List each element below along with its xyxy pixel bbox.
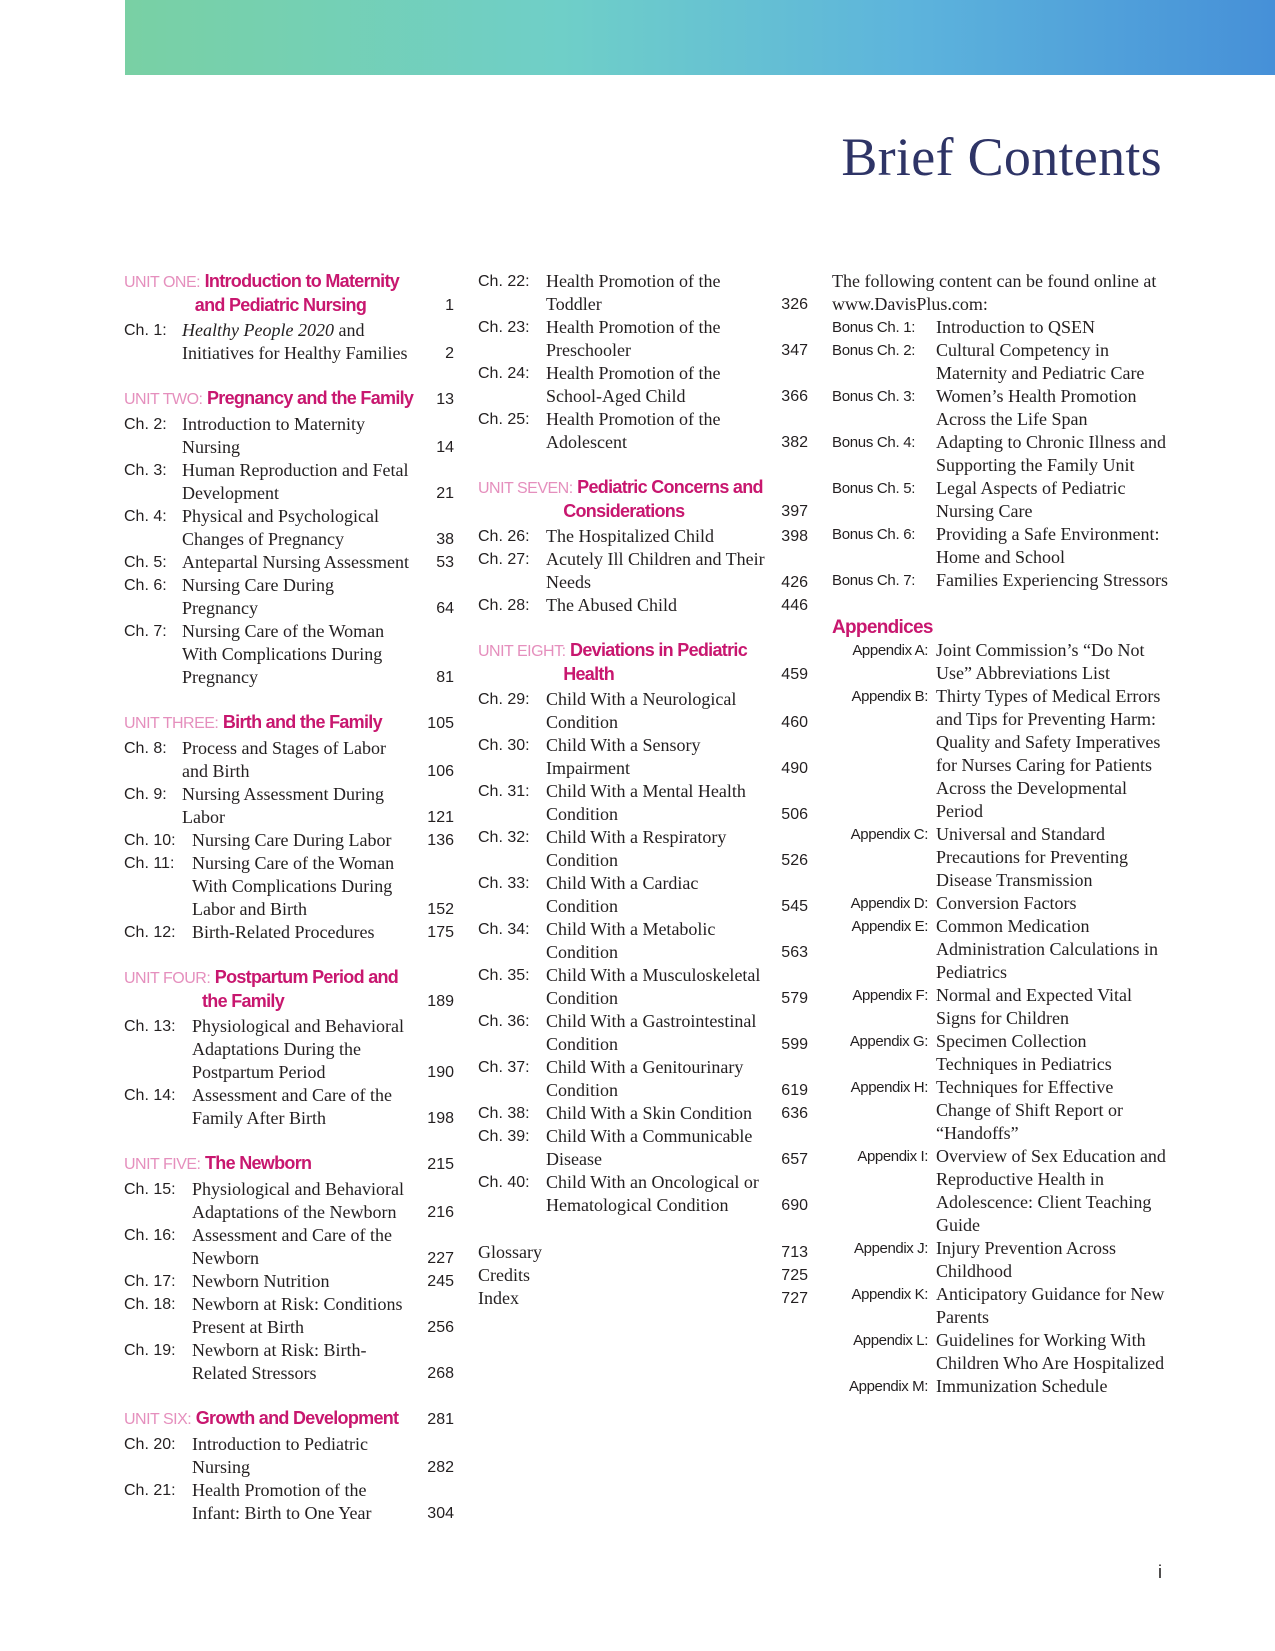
chapter-label: Ch. 32: (478, 829, 530, 846)
chapter-label: Ch. 2: (124, 416, 167, 433)
page-number: 14 (436, 439, 454, 456)
page-number: 53 (436, 554, 454, 571)
back-matter-list (478, 1241, 808, 1310)
chapter-entry[interactable] (124, 1015, 454, 1084)
appendix-title: Immunization Schedule (936, 1376, 1108, 1396)
chapter-title: Health Promotion of the School-Aged Child (546, 363, 721, 406)
appendix-label: Appendix B: (851, 688, 928, 705)
chapter-title: Nursing Care During Pregnancy (182, 575, 334, 618)
bonus-chapter-label: Bonus Ch. 7: (832, 572, 916, 589)
unit-title-line (478, 476, 808, 500)
unit-title: Birth and the Family (222, 712, 382, 732)
appendix-entry[interactable] (832, 1030, 1172, 1076)
chapter-entry[interactable] (124, 921, 454, 944)
bonus-chapter-label: Bonus Ch. 5: (832, 480, 916, 497)
unit-label: UNIT FIVE: (124, 1156, 201, 1173)
appendix-title: Injury Prevention Across Childhood (936, 1238, 1116, 1281)
unit-title-line (124, 1407, 454, 1431)
chapter-title: Child With an Oncological or Hematological Condition (546, 1172, 759, 1215)
appendix-label: Appendix E: (851, 918, 928, 935)
unit-heading[interactable] (124, 711, 454, 735)
page-number: 64 (436, 600, 454, 617)
chapter-entry[interactable] (124, 852, 454, 921)
chapter-label: Ch. 11: (124, 855, 175, 872)
appendix-entry[interactable] (832, 685, 1172, 823)
chapter-entry[interactable] (124, 1479, 454, 1525)
chapter-entry[interactable] (124, 829, 454, 852)
chapter-title: Health Promotion of the Infant: Birth to One Year (192, 1480, 372, 1523)
chapter-title: Process and Stages of Labor and Birth (182, 738, 386, 781)
bonus-chapter-title: Women’s Health Promotion Across the Life Span (936, 386, 1137, 429)
appendix-title: Common Medication Administration Calculations in Pediatrics (936, 916, 1158, 982)
page-number: 81 (436, 669, 454, 686)
chapter-title: Child With a Gastrointestinal Condition (546, 1011, 757, 1054)
chapter-entry[interactable] (478, 826, 808, 872)
chapter-entry[interactable] (478, 1010, 808, 1056)
bonus-chapter-title: Families Experiencing Stressors (936, 570, 1168, 590)
back-matter-title: Index (478, 1288, 519, 1308)
chapter-title: Child With a Cardiac Condition (546, 873, 699, 916)
bonus-chapter-entry[interactable] (832, 385, 1172, 431)
appendix-entry[interactable] (832, 1076, 1172, 1145)
chapter-title: Physiological and Behavioral Adaptations During the Postpartum Period (192, 1016, 404, 1082)
page-number: 599 (781, 1036, 808, 1053)
chapter-label: Ch. 30: (478, 737, 530, 754)
chapter-label: Ch. 34: (478, 921, 530, 938)
appendix-entry[interactable] (832, 1283, 1172, 1329)
bonus-chapter-label: Bonus Ch. 4: (832, 434, 916, 451)
chapter-title: Child With a Respiratory Condition (546, 827, 727, 870)
unit-title-line (478, 639, 808, 663)
chapter-title: Child With a Skin Condition (546, 1103, 752, 1123)
page-number: 398 (781, 528, 808, 545)
page-number: 256 (427, 1319, 454, 1336)
contents-column-3 (832, 270, 1172, 1398)
page-number: 725 (781, 1267, 808, 1284)
chapter-label: Ch. 18: (124, 1296, 176, 1313)
chapter-title: Human Reproduction and Fetal Development (182, 460, 409, 503)
page-number: 326 (781, 296, 808, 313)
page-number: 304 (427, 1505, 454, 1522)
chapter-title: Introduction to Pediatric Nursing (192, 1434, 368, 1477)
chapter-entry[interactable] (124, 1293, 454, 1339)
unit-label: UNIT THREE: (124, 715, 219, 732)
chapter-entry[interactable] (478, 1102, 808, 1125)
page-number: 245 (427, 1273, 454, 1290)
appendix-label: Appendix J: (854, 1240, 928, 1257)
chapter-title: Birth-Related Procedures (192, 922, 375, 942)
chapter-entry[interactable] (478, 594, 808, 617)
appendix-entry[interactable] (832, 1375, 1172, 1398)
chapter-label: Ch. 6: (124, 577, 167, 594)
unit-title: Deviations in Pediatric (570, 640, 748, 660)
appendix-entry[interactable] (832, 1329, 1172, 1375)
appendix-label: Appendix K: (851, 1286, 928, 1303)
bonus-chapter-title: Cultural Competency in Maternity and Pediatric Care (936, 340, 1145, 383)
online-content-intro: The following content can be found online at www.DavisPlus.com: (832, 271, 1157, 314)
appendix-title: Guidelines for Working With Children Who Are Hospitalized (936, 1330, 1165, 1373)
appendix-title: Anticipatory Guidance for New Parents (936, 1284, 1165, 1327)
appendices-heading: Appendices (832, 617, 933, 638)
unit-title: Pediatric Concerns and (577, 477, 763, 497)
chapter-title: Health Promotion of the Adolescent (546, 409, 721, 452)
appendix-label: Appendix G: (849, 1033, 928, 1050)
chapter-title: Child With a Sensory Impairment (546, 735, 701, 778)
chapter-label: Ch. 10: (124, 832, 176, 849)
chapter-title: Newborn at Risk: Birth-Related Stressors (192, 1340, 367, 1383)
chapter-entry[interactable] (478, 1056, 808, 1102)
appendix-entry[interactable] (832, 915, 1172, 984)
appendix-title: Joint Commission’s “Do Not Use” Abbreviations List (936, 640, 1145, 683)
page-number: 713 (781, 1244, 808, 1261)
page-number: 690 (781, 1197, 808, 1214)
chapter-title: Assessment and Care of the Newborn (192, 1225, 392, 1268)
page-number: 347 (781, 342, 808, 359)
chapter-entry[interactable] (124, 551, 454, 574)
page-number: 152 (427, 901, 454, 918)
appendix-title: Universal and Standard Precautions for Preventing Disease Transmission (936, 824, 1128, 890)
chapter-title: Nursing Assessment During Labor (182, 784, 384, 827)
chapter-label: Ch. 19: (124, 1342, 176, 1359)
appendix-label: Appendix D: (850, 895, 928, 912)
chapter-label: Ch. 1: (124, 322, 167, 339)
unit-title-line (124, 1152, 454, 1176)
chapter-title: Nursing Care of the Woman With Complications During Pregnancy (182, 621, 385, 687)
appendix-entry[interactable] (832, 892, 1172, 915)
page-number: 506 (781, 806, 808, 823)
chapter-title: Child With a Neurological Condition (546, 689, 737, 732)
page-number: 579 (781, 990, 808, 1007)
chapter-title: The Abused Child (546, 595, 677, 615)
page-number: 619 (781, 1082, 808, 1099)
unit-title-line (124, 966, 454, 990)
appendix-title: Overview of Sex Education and Reproductive Health in Adolescence: Client Teaching Guide (936, 1146, 1166, 1235)
chapter-title: Child With a Mental Health Condition (546, 781, 746, 824)
page-number: 215 (427, 1156, 454, 1173)
page-number: 460 (781, 714, 808, 731)
bonus-chapter-entry[interactable] (832, 431, 1172, 477)
appendix-label: Appendix H: (850, 1079, 928, 1096)
bonus-chapter-title: Legal Aspects of Pediatric Nursing Care (936, 478, 1126, 521)
chapter-label: Ch. 37: (478, 1059, 530, 1076)
page-number: 38 (436, 531, 454, 548)
bonus-chapter-label: Bonus Ch. 2: (832, 342, 916, 359)
page-number: 563 (781, 944, 808, 961)
page-number: 727 (781, 1290, 808, 1307)
appendix-title: Normal and Expected Vital Signs for Children (936, 985, 1133, 1028)
page-number: 1 (445, 297, 454, 314)
chapter-entry[interactable] (478, 918, 808, 964)
chapter-label: Ch. 28: (478, 597, 530, 614)
appendix-title: Conversion Factors (936, 893, 1077, 913)
back-matter-title: Glossary (478, 1242, 542, 1262)
bonus-chapter-entry[interactable] (832, 339, 1172, 385)
unit-title: The Newborn (205, 1153, 312, 1173)
page-number: 198 (427, 1110, 454, 1127)
page-number: 216 (427, 1204, 454, 1221)
chapter-title: Newborn at Risk: Conditions Present at Birth (192, 1294, 403, 1337)
bonus-chapter-label: Bonus Ch. 1: (832, 319, 916, 336)
unit-heading[interactable] (478, 476, 808, 523)
back-matter-item[interactable] (478, 1241, 808, 1264)
page-number: 526 (781, 852, 808, 869)
appendix-title: Specimen Collection Techniques in Pediatrics (936, 1031, 1112, 1074)
chapter-title-rest: and Initiatives for Healthy Families (182, 320, 408, 363)
chapter-entry[interactable] (124, 737, 454, 783)
chapter-entry[interactable] (124, 1178, 454, 1224)
bonus-chapter-title: Introduction to QSEN (936, 317, 1095, 337)
chapter-entry[interactable] (124, 1224, 454, 1270)
page-number: 657 (781, 1151, 808, 1168)
appendix-title: Thirty Types of Medical Errors and Tips for Preventing Harm: Quality and Safety Imperatives for Nurses Caring for Patients Across the Developmental Period (936, 686, 1161, 821)
chapter-label: Ch. 20: (124, 1436, 176, 1453)
chapter-entry[interactable] (124, 413, 454, 459)
appendix-entry[interactable] (832, 639, 1172, 685)
page-number: 21 (436, 485, 454, 502)
chapter-label: Ch. 4: (124, 508, 167, 525)
unit-label: UNIT ONE: (124, 274, 201, 291)
chapter-label: Ch. 29: (478, 691, 530, 708)
chapter-title: Child With a Genitourinary Condition (546, 1057, 744, 1100)
page-number: 490 (781, 760, 808, 777)
contents-column-1 (124, 270, 454, 1525)
chapter-label: Ch. 3: (124, 462, 167, 479)
chapter-label: Ch. 26: (478, 528, 530, 545)
bonus-chapter-label: Bonus Ch. 3: (832, 388, 916, 405)
unit-heading[interactable] (124, 270, 454, 317)
chapter-label: Ch. 27: (478, 551, 530, 568)
unit-label: UNIT EIGHT: (478, 643, 566, 660)
unit-label: UNIT FOUR: (124, 970, 211, 987)
page-number: i (1158, 1562, 1162, 1582)
appendix-label: Appendix I: (857, 1148, 928, 1165)
page-number: 106 (427, 763, 454, 780)
chapter-label: Ch. 8: (124, 740, 167, 757)
appendix-entry[interactable] (832, 823, 1172, 892)
chapter-entry[interactable] (478, 1125, 808, 1171)
unit-heading[interactable] (124, 1407, 454, 1431)
chapter-label: Ch. 39: (478, 1128, 530, 1145)
page-number: 105 (427, 715, 454, 732)
appendix-entry[interactable] (832, 1237, 1172, 1283)
page-number: 366 (781, 388, 808, 405)
unit-heading[interactable] (124, 966, 454, 1013)
unit-title-line (124, 990, 454, 1013)
chapter-label: Ch. 17: (124, 1273, 176, 1290)
chapter-label: Ch. 24: (478, 365, 530, 382)
page-number: 636 (781, 1105, 808, 1122)
page-number: 397 (781, 503, 808, 520)
chapter-entry[interactable] (124, 459, 454, 505)
unit-title-cont: Health (563, 664, 614, 684)
chapter-entry[interactable] (478, 548, 808, 594)
chapter-entry[interactable] (124, 1270, 454, 1293)
chapter-title: Antepartal Nursing Assessment (182, 552, 409, 572)
chapter-title: Physical and Psychological Changes of Pregnancy (182, 506, 379, 549)
page-title: Brief Contents (841, 127, 1162, 187)
unit-title-line (124, 270, 454, 294)
chapter-label: Ch. 13: (124, 1018, 176, 1035)
chapter-entry[interactable] (478, 316, 808, 362)
chapter-title: Child With a Communicable Disease (546, 1126, 753, 1169)
page-number: 281 (427, 1411, 454, 1428)
unit-title-cont: the Family (202, 991, 285, 1011)
chapter-title: Child With a Metabolic Condition (546, 919, 716, 962)
page-number: 268 (427, 1365, 454, 1382)
page-number: 121 (427, 809, 454, 826)
bonus-chapter-title: Providing a Safe Environment: Home and School (936, 524, 1160, 567)
unit-title-line (478, 663, 808, 686)
chapter-title: Nursing Care During Labor (192, 830, 392, 850)
chapter-entry[interactable] (478, 525, 808, 548)
unit-title: Introduction to Maternity (204, 271, 400, 291)
bonus-chapter-entry[interactable] (832, 477, 1172, 523)
chapter-entry[interactable] (478, 872, 808, 918)
unit-title-line (124, 711, 454, 735)
appendix-label: Appendix A: (852, 642, 928, 659)
chapter-title: Nursing Care of the Woman With Complications During Labor and Birth (192, 853, 395, 919)
back-matter-item[interactable] (478, 1264, 808, 1287)
chapter-title: Acutely Ill Children and Their Needs (546, 549, 765, 592)
bonus-chapter-entry[interactable] (832, 523, 1172, 569)
chapter-label: Ch. 5: (124, 554, 167, 571)
bonus-chapter-title: Adapting to Chronic Illness and Supporting the Family Unit (936, 432, 1166, 475)
bonus-chapter-entry[interactable] (832, 316, 1172, 339)
chapter-label: Ch. 23: (478, 319, 530, 336)
chapter-title: Health Promotion of the Toddler (546, 271, 721, 314)
chapter-label: Ch. 31: (478, 783, 530, 800)
unit-title-cont: Considerations (563, 501, 685, 521)
page-number: 382 (781, 434, 808, 451)
unit-title-line (124, 294, 454, 317)
chapter-entry[interactable] (478, 780, 808, 826)
chapter-entry[interactable] (124, 620, 454, 689)
appendix-label: Appendix M: (849, 1378, 928, 1395)
chapter-title: Assessment and Care of the Family After Birth (192, 1085, 392, 1128)
chapter-label: Ch. 40: (478, 1174, 530, 1191)
page-number: 190 (427, 1064, 454, 1081)
page-number: 136 (427, 832, 454, 849)
chapter-entry[interactable] (478, 362, 808, 408)
back-matter-item[interactable] (478, 1287, 808, 1310)
chapter-label: Ch. 15: (124, 1181, 176, 1198)
chapter-title: Health Promotion of the Preschooler (546, 317, 721, 360)
unit-title: Postpartum Period and (214, 967, 399, 987)
unit-title: Growth and Development (195, 1408, 399, 1428)
unit-title-line (124, 387, 454, 411)
page-number: 227 (427, 1250, 454, 1267)
page-number: 459 (781, 666, 808, 683)
header-gradient-banner (125, 0, 1275, 75)
chapter-entry[interactable] (124, 574, 454, 620)
unit-label: UNIT SIX: (124, 1411, 192, 1428)
appendix-entry[interactable] (832, 984, 1172, 1030)
chapter-entry[interactable] (478, 408, 808, 454)
page-number: 545 (781, 898, 808, 915)
chapter-title: Introduction to Maternity Nursing (182, 414, 365, 457)
chapter-title (182, 319, 454, 365)
page-number: 426 (781, 574, 808, 591)
unit-label: UNIT TWO: (124, 391, 203, 408)
appendix-label: Appendix L: (853, 1332, 928, 1349)
unit-title-line (478, 500, 808, 523)
chapter-entry[interactable] (124, 505, 454, 551)
page-number: 2 (445, 345, 454, 362)
page-number: 282 (427, 1459, 454, 1476)
back-matter-title: Credits (478, 1265, 530, 1285)
chapter-label: Ch. 7: (124, 623, 167, 640)
chapter-entry[interactable] (478, 1171, 808, 1217)
chapter-entry[interactable] (124, 319, 454, 365)
chapter-entry[interactable] (478, 270, 808, 316)
chapter-entry[interactable] (478, 734, 808, 780)
appendix-title: Techniques for Effective Change of Shift Report or “Handoffs” (936, 1077, 1123, 1143)
contents-column-2 (478, 270, 808, 1310)
chapter-label: Ch. 25: (478, 411, 530, 428)
chapter-entry[interactable] (124, 1433, 454, 1479)
chapter-label: Ch. 22: (478, 273, 530, 290)
chapter-entry[interactable] (124, 1339, 454, 1385)
chapter-entry[interactable] (124, 783, 454, 829)
page-number: 13 (436, 391, 454, 408)
chapter-label: Ch. 9: (124, 786, 167, 803)
page-number: 189 (427, 993, 454, 1010)
unit-label: UNIT SEVEN: (478, 480, 573, 497)
unit-heading[interactable] (124, 387, 454, 411)
chapter-label: Ch. 21: (124, 1482, 176, 1499)
chapter-title: Physiological and Behavioral Adaptations of the Newborn (192, 1179, 404, 1222)
chapter-label: Ch. 33: (478, 875, 530, 892)
chapter-title: Newborn Nutrition (192, 1271, 330, 1291)
bonus-chapter-entry[interactable] (832, 569, 1172, 592)
unit-heading[interactable] (124, 1152, 454, 1176)
bonus-chapter-label: Bonus Ch. 6: (832, 526, 916, 543)
chapter-label: Ch. 12: (124, 924, 176, 941)
page-number: 446 (781, 597, 808, 614)
chapter-label: Ch. 35: (478, 967, 530, 984)
chapter-label: Ch. 16: (124, 1227, 176, 1244)
page-number: 175 (427, 924, 454, 941)
unit-title: Pregnancy and the Family (206, 388, 414, 408)
chapter-label: Ch. 38: (478, 1105, 530, 1122)
appendix-label: Appendix C: (850, 826, 928, 843)
chapter-label: Ch. 14: (124, 1087, 176, 1104)
chapter-title-italic: Healthy People 2020 (182, 320, 334, 340)
chapter-entry[interactable] (478, 964, 808, 1010)
chapter-title: The Hospitalized Child (546, 526, 714, 546)
appendix-entry[interactable] (832, 1145, 1172, 1237)
chapter-entry[interactable] (478, 688, 808, 734)
appendix-label: Appendix F: (852, 987, 928, 1004)
chapter-title: Child With a Musculoskeletal Condition (546, 965, 761, 1008)
unit-heading[interactable] (478, 639, 808, 686)
chapter-entry[interactable] (124, 1084, 454, 1130)
unit-title-cont: and Pediatric Nursing (194, 295, 367, 315)
chapter-label: Ch. 36: (478, 1013, 530, 1030)
